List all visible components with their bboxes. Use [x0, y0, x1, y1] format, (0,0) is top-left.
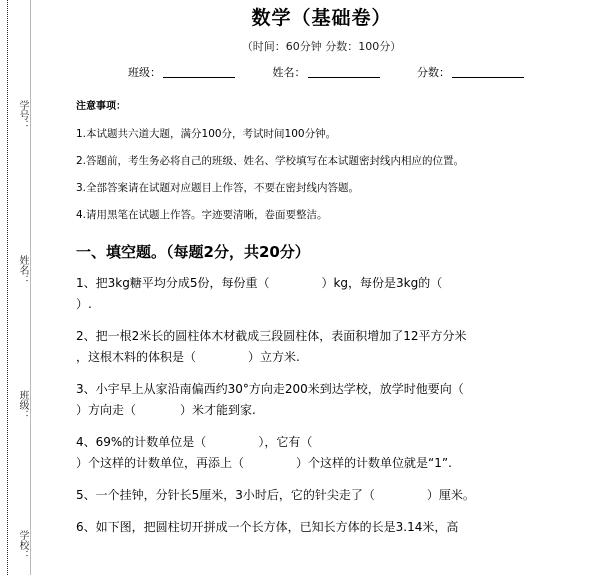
score-field-blank[interactable]: [452, 66, 524, 78]
question-text: ）.: [76, 297, 92, 311]
question-text: ）厘米。: [426, 488, 475, 502]
question-line: [76, 400, 603, 421]
note-item: 3.全部答案请在试题对应题目上作答，不要在密封线内答题。: [76, 182, 360, 194]
question-text: ）kg，每份是3kg的（: [321, 276, 443, 290]
question-3: [40, 379, 603, 421]
student-info-row: [40, 65, 603, 80]
question-text: 4、69%的计数单位是（: [76, 435, 207, 449]
question-line: [76, 347, 603, 368]
question-line: [76, 432, 603, 453]
question-1: [40, 273, 603, 315]
seal-label-class: 班级：: [17, 390, 28, 420]
page-title: 数学（基础卷）: [251, 7, 392, 29]
note-item: 1.本试题共六道大题，满分100分，考试时间100分钟。: [76, 128, 337, 140]
question-2: [40, 326, 603, 368]
note-item: 4.请用黑笔在试题上作答。字迹要清晰，卷面要整洁。: [76, 209, 328, 221]
question-text: ）方向走（: [76, 403, 137, 417]
question-4: [40, 432, 603, 474]
question-line: [76, 326, 603, 347]
question-text: ）个这样的计数单位，再添上（: [76, 456, 245, 470]
question-text: ，这根木料的体积是（: [76, 350, 197, 364]
name-field-blank[interactable]: [308, 66, 380, 78]
exam-subtitle: （时间：60分钟 分数：100分）: [241, 40, 402, 53]
seal-solid-line: [30, 0, 31, 575]
question-text: 1、把3kg糖平均分成5份，每份重（: [76, 276, 270, 290]
name-field[interactable]: [273, 65, 380, 80]
seal-label-school: 学校：: [17, 530, 28, 560]
question-text: 5、一个挂钟，分针长5厘米，3小时后，它的针尖走了（: [76, 488, 375, 502]
name-field-label: 姓名：: [272, 66, 306, 79]
seal-label-student-id: 学号：: [17, 100, 28, 130]
seal-dotted-line: [7, 0, 8, 575]
question-text: 6、如下图，把圆柱切开拼成一个长方体，已知长方体的长是3.14米，高: [76, 520, 459, 534]
question-text: 2、把一根2米长的圆柱体木材截成三段圆柱体，表面积增加了12平方分米: [76, 329, 467, 343]
question-text: 3、小宇早上从家沿南偏西约30°方向走200米到达学校，放学时他要向（: [76, 382, 464, 396]
question-text: ）立方米.: [248, 350, 300, 364]
question-line: [76, 485, 603, 506]
notes-heading: 注意事项：: [76, 101, 126, 112]
note-item: 2.答题前，考生务必将自己的班级、姓名、学校填写在本试题密封线内相应的位置。: [76, 155, 465, 167]
paper-content: [40, 0, 603, 575]
class-field-label: 班级：: [128, 66, 161, 79]
question-text: ），它有（: [258, 435, 313, 449]
question-6: [40, 517, 603, 538]
question-line: [76, 379, 603, 400]
class-field[interactable]: [128, 65, 235, 80]
question-line: [76, 453, 603, 474]
seal-margin: [0, 0, 40, 575]
score-field-label: 分数：: [417, 66, 450, 79]
question-text: ）米才能到家.: [180, 403, 256, 417]
seal-label-name: 姓名：: [17, 255, 28, 285]
question-line: [76, 294, 603, 315]
section-heading-fill-in-blanks: 一、填空题。（每题2分，共20分）: [76, 243, 310, 261]
question-line: [76, 273, 603, 294]
class-field-blank[interactable]: [163, 66, 235, 78]
question-text: ）个这样的计数单位就是“1”.: [296, 456, 452, 470]
score-field[interactable]: [417, 65, 524, 80]
question-5: [40, 485, 603, 506]
